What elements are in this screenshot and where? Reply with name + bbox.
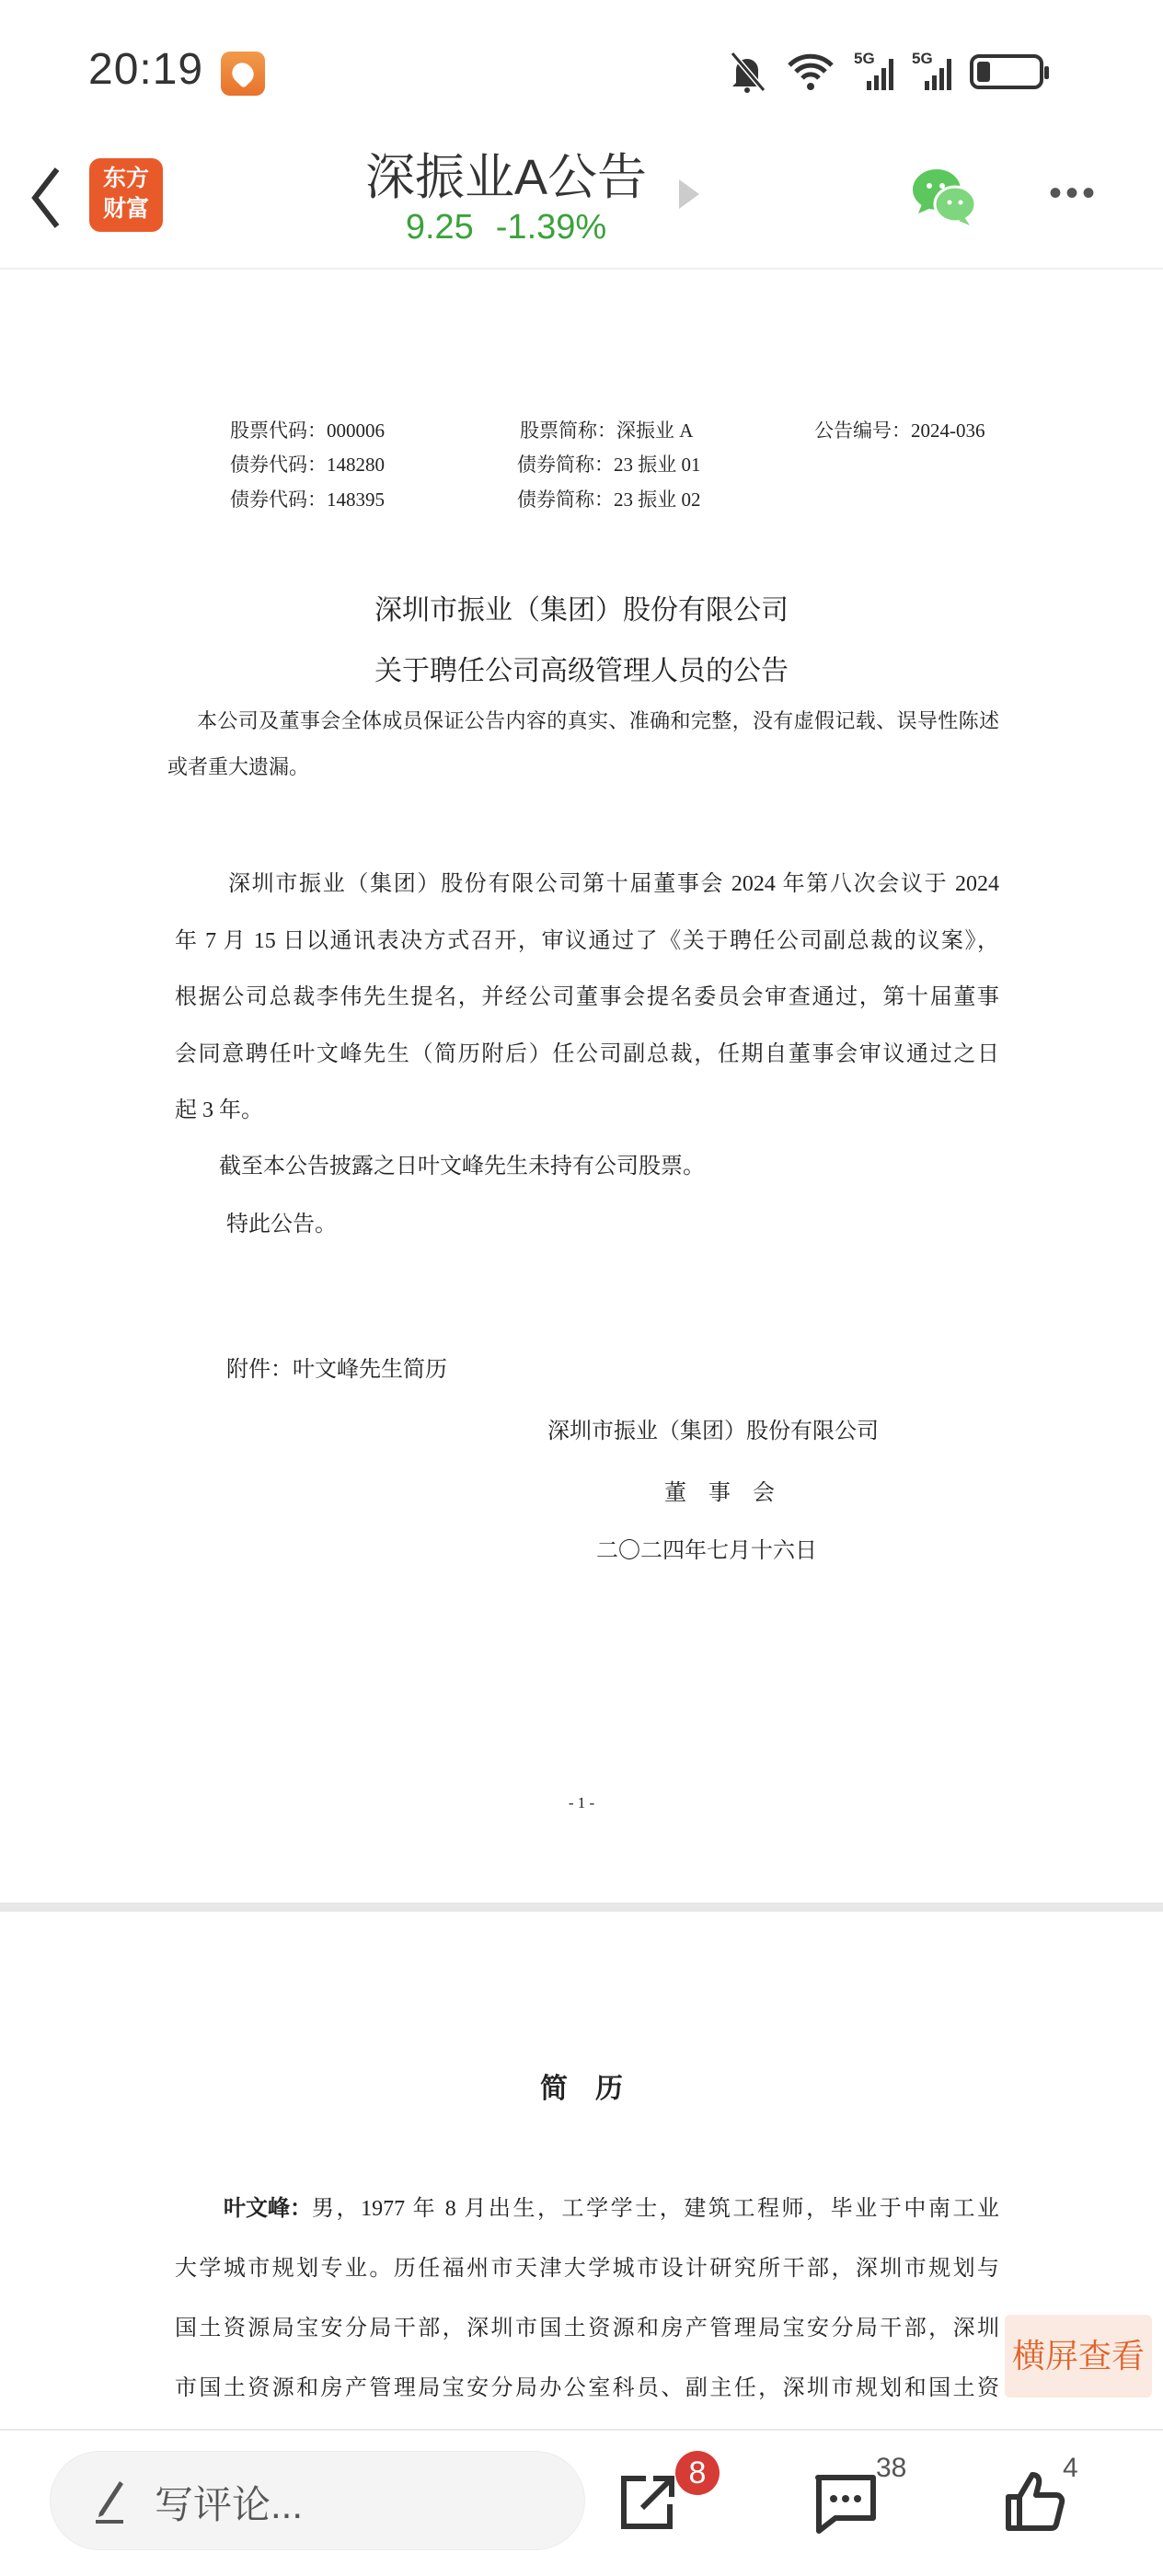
announcement-number: 公告编号：2024-036	[814, 420, 985, 442]
header-divider	[0, 268, 1163, 270]
body-line: 起 3 年。	[175, 1098, 263, 1122]
status-icons	[727, 48, 1043, 96]
bond-short-name-2: 债券简称：23 振业 02	[517, 489, 701, 511]
disclaimer-line: 本公司及董事会全体成员保证公告内容的真实、准确和完整，没有虚假记载、误导性陈述	[197, 709, 999, 732]
bond-code-2: 债券代码：148395	[230, 489, 385, 511]
signature-company: 深圳市振业（集团）股份有限公司	[547, 1420, 879, 1443]
wechat-share-icon[interactable]	[911, 166, 979, 226]
resume-text: 男，1977 年 8 月出生，工学学士，建筑工程师，毕业于中南工业	[312, 2197, 999, 2221]
comment-input[interactable]	[50, 2451, 585, 2550]
bond-code-1: 债券代码：148280	[230, 454, 385, 476]
document-title-subject: 关于聘任公司高级管理人员的公告	[374, 656, 789, 686]
pencil-icon	[92, 2478, 127, 2525]
status-time: 20:19	[88, 45, 204, 94]
resume-title: 简 历	[540, 2074, 623, 2104]
signal-2-icon	[912, 50, 951, 90]
shares-note: 截至本公告披露之日叶文峰先生未持有公司股票。	[219, 1155, 705, 1179]
body-line: 深圳市振业（集团）股份有限公司第十届董事会 2024 年第八次会议于 2024	[228, 872, 999, 896]
like-icon[interactable]	[1003, 2469, 1067, 2534]
mute-bell-icon	[727, 50, 767, 94]
stock-short-name: 股票简称：深振业 A	[520, 420, 694, 442]
resume-line: 大学城市规划专业。历任福州市天津大学城市设计研究所干部，深圳市规划与	[175, 2257, 999, 2281]
comment-icon[interactable]	[813, 2473, 878, 2536]
comment-count: 38	[876, 2453, 907, 2483]
page-number: - 1 -	[568, 1794, 595, 1811]
page-title: 深振业A公告	[364, 150, 648, 205]
signal-1-icon	[854, 50, 893, 90]
resume-name: 叶文峰：	[224, 2197, 312, 2221]
resume-line	[224, 2190, 999, 2222]
expand-arrow-icon[interactable]	[679, 179, 699, 209]
body-line: 会同意聘任叶文峰先生（简历附后）任公司副总裁，任期自董事会审议通过之日	[175, 1042, 999, 1066]
stock-quote	[313, 208, 699, 247]
share-count-badge: 8	[675, 2451, 720, 2495]
attachment-note: 附件：叶文峰先生简历	[226, 1358, 447, 1382]
share-icon[interactable]	[618, 2471, 679, 2532]
logo-text-top: 东方	[102, 166, 149, 191]
body-line: 年 7 月 15 日以通讯表决方式召开，审议通过了《关于聘任公司副总裁的议案》，	[175, 929, 999, 953]
more-icon[interactable]: •••	[1049, 173, 1100, 213]
app-logo[interactable]	[89, 158, 163, 232]
stock-code: 股票代码：000006	[230, 420, 385, 442]
battery-icon	[970, 54, 1043, 89]
health-app-icon	[221, 52, 265, 96]
bottom-divider	[0, 2429, 1163, 2431]
body-line: 根据公司总裁李伟先生提名，并经公司董事会提名委员会审查通过，第十届董事	[175, 985, 999, 1009]
back-icon[interactable]	[28, 166, 64, 230]
signature-date: 二〇二四年七月十六日	[596, 1539, 817, 1563]
page-separator	[0, 1903, 1163, 1912]
landscape-view-button[interactable]: 横屏查看	[1005, 2315, 1152, 2398]
closing-text: 特此公告。	[226, 1213, 337, 1236]
bond-short-name-1: 债券简称：23 振业 01	[517, 454, 701, 476]
disclaimer-line: 或者重大遗漏。	[167, 755, 310, 778]
wifi-icon	[786, 51, 835, 93]
document-title-company: 深圳市振业（集团）股份有限公司	[374, 595, 789, 626]
resume-line: 市国土资源和房产管理局宝安分局办公室科员、副主任，深圳市规划和国土资	[175, 2376, 999, 2400]
network-label: 5G	[912, 50, 933, 67]
like-count: 4	[1063, 2453, 1078, 2483]
logo-text-bottom: 财富	[102, 196, 149, 222]
resume-line: 国土资源局宝安分局干部，深圳市国土资源和房产管理局宝安分局干部，深圳	[175, 2317, 999, 2340]
stock-change: -1.39%	[495, 208, 607, 247]
network-label: 5G	[854, 50, 875, 67]
stock-price: 9.25	[405, 208, 474, 247]
signature-board: 董 事 会	[664, 1481, 775, 1505]
comment-placeholder[interactable]: 写评论...	[155, 2483, 304, 2526]
